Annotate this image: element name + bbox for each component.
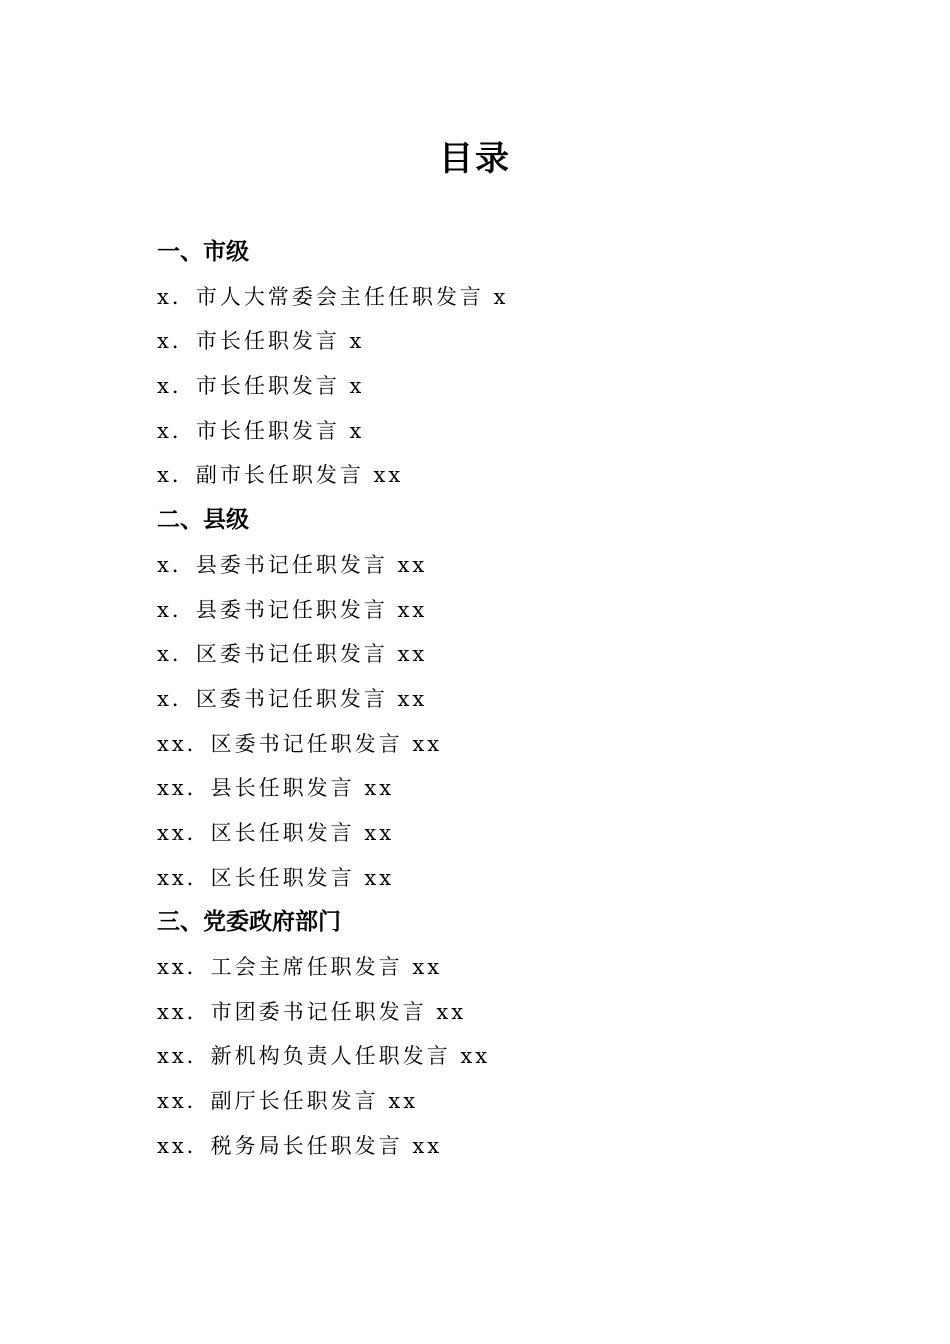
toc-entry[interactable]: x．县委书记任职发言 xx (157, 597, 428, 622)
toc-entry[interactable]: xx．工会主席任职发言 xx (157, 955, 443, 979)
toc-entry[interactable]: x．区委书记任职发言 xx (157, 686, 428, 711)
toc-entry[interactable]: x．市长任职发言 x (157, 418, 365, 443)
toc-entry[interactable]: xx．新机构负责人任职发言 xx (157, 1044, 491, 1069)
toc-entry[interactable]: xx．市团委书记任职发言 xx (157, 999, 467, 1024)
table-of-contents (157, 230, 857, 1168)
toc-entry[interactable]: x．区委书记任职发言 xx (157, 642, 428, 667)
toc-section-heading: 三、党委政府部门 (157, 909, 341, 936)
toc-entry[interactable]: x．市长任职发言 x (157, 374, 365, 399)
page-title: 目录 (439, 139, 511, 179)
toc-section-heading: 二、县级 (157, 507, 249, 534)
toc-entry[interactable]: x．市长任职发言 x (157, 329, 365, 354)
toc-entry[interactable]: x．市人大常委会主任任职发言 x (157, 284, 509, 309)
toc-entry[interactable]: xx．副厅长任职发言 xx (157, 1089, 419, 1114)
toc-entry[interactable]: xx．县长任职发言 xx (157, 776, 395, 801)
toc-section-heading: 一、市级 (157, 239, 249, 265)
toc-entry[interactable]: xx．税务局长任职发言 xx (157, 1133, 443, 1158)
toc-entry[interactable]: xx．区委书记任职发言 xx (157, 731, 443, 756)
toc-entry[interactable]: x．县委书记任职发言 xx (157, 552, 428, 577)
toc-entry[interactable]: xx．区长任职发言 xx (157, 820, 395, 845)
toc-entry[interactable]: xx．区长任职发言 xx (157, 865, 395, 890)
toc-entry[interactable]: x．副市长任职发言 xx (157, 463, 404, 488)
